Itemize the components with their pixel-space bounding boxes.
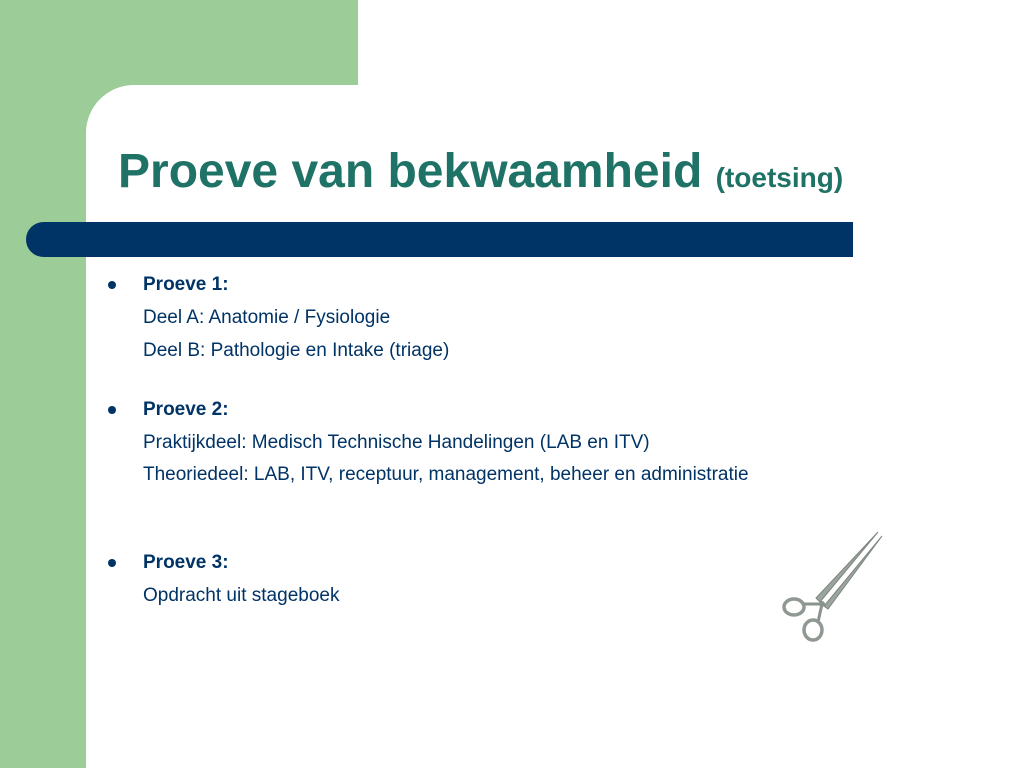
bullet-dot xyxy=(108,559,116,567)
slide-title-suffix: (toetsing) xyxy=(715,162,844,193)
bullet-subline: Theoriedeel: LAB, ITV, receptuur, management, beheer en administratie xyxy=(143,464,749,485)
slide-title-main: Proeve van bekwaamheid xyxy=(118,145,703,198)
bullet-subline: Opdracht uit stageboek xyxy=(143,585,340,606)
bullet-heading-proeve-1: Proeve 1: xyxy=(143,274,229,295)
bullet-heading-proeve-3: Proeve 3: xyxy=(143,552,229,573)
bullet-subline: Deel B: Pathologie en Intake (triage) xyxy=(143,340,450,361)
bullet-dot xyxy=(108,406,116,414)
bullet-heading-proeve-2: Proeve 2: xyxy=(143,399,229,420)
bullet-subline: Praktijkdeel: Medisch Technische Handelingen (LAB en ITV) xyxy=(143,432,650,453)
bullet-subline: Deel A: Anatomie / Fysiologie xyxy=(143,307,391,328)
bullet-dot xyxy=(108,281,116,289)
scissors-icon xyxy=(778,528,888,643)
